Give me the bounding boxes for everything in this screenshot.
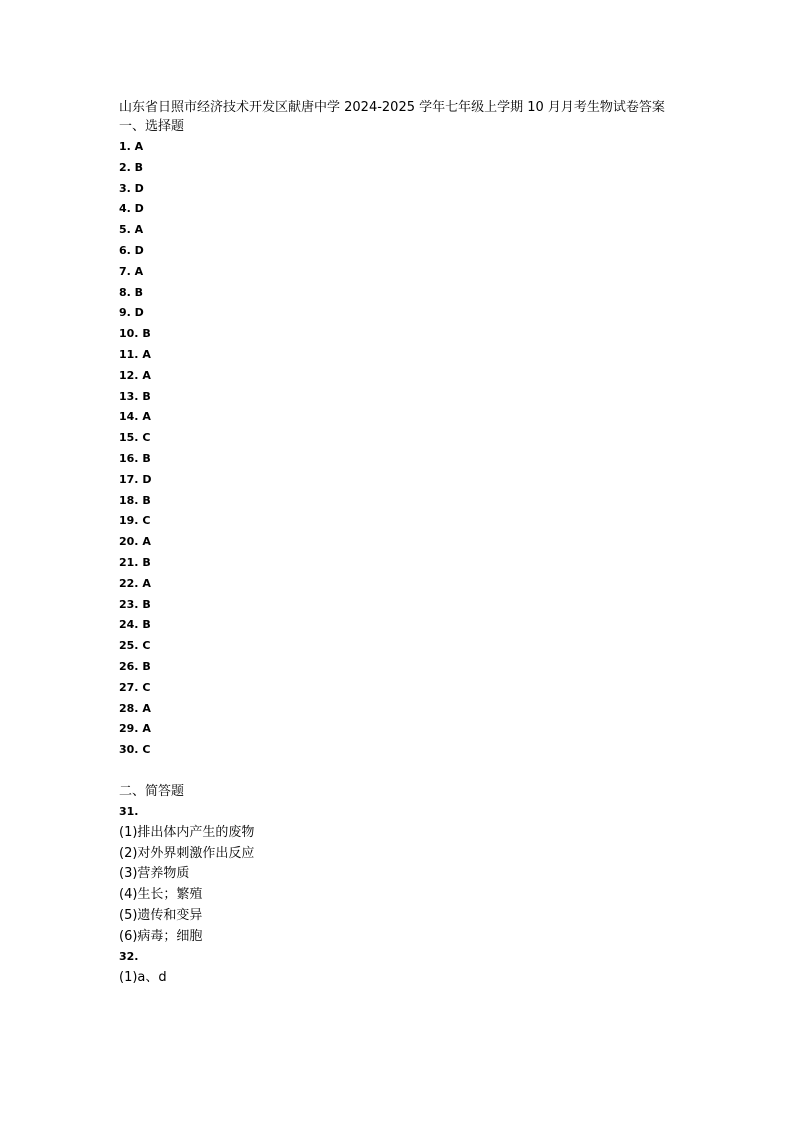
list-item: 27. C (119, 680, 151, 694)
answer-line: (1)排出体内产生的废物 (119, 824, 255, 840)
list-item: 1. A (119, 140, 144, 153)
answer-line: (1)a、d (119, 970, 167, 986)
list-item: 3. D (119, 181, 144, 195)
section-heading-short-answer: 二、简答题 (119, 783, 185, 799)
list-item: 12. A (119, 368, 151, 382)
question-number-32: 32. (119, 950, 139, 964)
list-item: 15. C (119, 431, 151, 445)
list-item: 4. D (119, 202, 144, 216)
list-item: 13. B (119, 389, 151, 403)
list-item: 24. B (119, 618, 151, 632)
list-item: 7. A (119, 264, 144, 278)
answer-line: (3)营养物质 (119, 866, 190, 882)
list-item: 25. C (119, 639, 151, 653)
answer-line: (4)生长；繁殖 (119, 887, 203, 903)
list-item: 20. A (119, 535, 151, 549)
section-heading-multiple-choice: 一、选择题 (119, 119, 185, 134)
list-item: 30. C (119, 743, 151, 757)
list-item: 29. A (119, 722, 151, 736)
list-item: 8. B (119, 285, 144, 299)
list-item: 14. A (119, 410, 151, 424)
list-item: 16. B (119, 451, 151, 465)
list-item: 22. A (119, 576, 151, 590)
list-item: 28. A (119, 701, 151, 715)
list-item: 17. D (119, 472, 152, 486)
list-item: 5. A (119, 223, 144, 237)
multiple-choice-answer-list (119, 137, 679, 761)
list-item: 6. D (119, 243, 144, 257)
question-number-31: 31. (119, 804, 139, 818)
document-title: 山东省日照市经济技术开发区献唐中学 2024-2025 学年七年级上学期 10 月月考生物试卷答案 (119, 100, 665, 115)
list-item: 26. B (119, 659, 151, 673)
list-item: 2. B (119, 160, 144, 174)
list-item: 9. D (119, 306, 144, 320)
list-item: 10. B (119, 327, 151, 341)
section-spacer (119, 761, 679, 782)
list-item: 23. B (119, 597, 151, 611)
answer-line: (6)病毒；细胞 (119, 928, 203, 944)
list-item: 19. C (119, 514, 151, 528)
list-item: 21. B (119, 555, 151, 569)
answer-line: (5)遗传和变异 (119, 907, 203, 923)
answer-document (119, 98, 679, 989)
answer-line: (2)对外界刺激作出反应 (119, 845, 255, 861)
list-item: 18. B (119, 493, 151, 507)
list-item: 11. A (119, 347, 151, 361)
